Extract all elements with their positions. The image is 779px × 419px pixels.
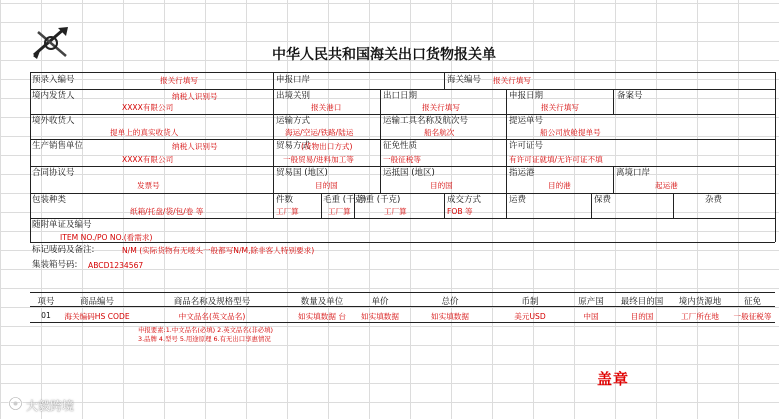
freight-label: 运费 [509,195,527,205]
producer-label: 生产销售单位 [32,141,84,151]
marks-label: 标记唛码及备注: [32,245,95,255]
brand-logo-icon [8,396,23,415]
exit-customs-value[interactable]: 报关港口 [311,103,342,112]
rule [591,193,592,218]
trade-mode-value[interactable]: 一般贸易/进料加工等 [283,155,354,164]
export-date-value[interactable]: 报关行填写 [422,103,460,112]
pre-entry-no-label: 预录入编号 [32,75,75,85]
declaration-elements-note: 申报要素:1.中文品名(必填) 2.英文品名(非必填) 3.品牌 4.型号 5.用途原理 6.有无出口享惠情况 [138,326,273,344]
net-weight-label: 净重 (千克) [357,195,401,205]
cell-col-source[interactable]: 工厂所在地 [681,312,719,321]
pieces-label: 件数 [276,195,294,205]
cell-col-origin[interactable]: 中国 [583,312,599,321]
exit-customs-label: 出境关别 [276,91,311,101]
trade-country-value[interactable]: 目的国 [315,181,338,190]
rule [30,139,775,140]
cell-col-hs-code[interactable]: 海关编码HS CODE [64,312,130,321]
transport-name-value[interactable]: 船名航次 [424,128,455,137]
package-value[interactable]: 纸箱/托盘/袋/包/卷 等 [130,207,204,216]
arrival-country-value[interactable]: 目的国 [430,181,453,190]
customs-no-label: 海关编号 [447,75,482,85]
tax-nature-value[interactable]: 一般征税等 [383,155,421,164]
record-no-label: 备案号 [617,91,643,101]
trade-mode-note: (货物出口方式) [301,142,353,151]
container-value[interactable]: ABCD1234567 [88,261,144,270]
export-port-label: 申报口岸 [276,75,311,85]
declare-date-label: 申报日期 [509,91,544,101]
overseas-consignee-value[interactable]: 提单上的真实收货人 [110,128,179,137]
rule [380,89,381,114]
license-value[interactable]: 有许可证就填/无许可证不填 [509,155,603,164]
watermark [8,396,74,415]
rule [30,89,775,90]
bl-no-value[interactable]: 船公司放舱提单号 [540,128,601,137]
pieces-value[interactable]: 工厂算 [276,207,299,216]
rule [444,72,445,89]
header-col-name-spec: 商品名称及规格型号 [173,297,251,307]
container-label: 集装箱号码: [32,260,78,270]
deal-mode-value[interactable]: FOB 等 [447,207,473,216]
gross-weight-label: 毛重 (千克) [323,195,367,205]
rule [30,322,775,323]
export-date-label: 出口日期 [383,91,418,101]
domestic-consignor-hint: 纳税人识别号 [172,92,218,101]
transport-mode-value[interactable]: 海运/空运/铁路/陆运 [285,128,354,137]
contract-label: 合同协议号 [32,168,75,178]
cell-col-currency[interactable]: 美元USD [514,312,546,321]
cell-col-qty-unit[interactable]: 如实填数据 台 [298,312,346,321]
header-col-item-no: 项号 [37,297,55,307]
header-col-unit-price: 单价 [371,297,389,307]
cell-col-item-no[interactable]: 01 [41,311,51,320]
rule [30,72,775,73]
departure-port-value[interactable]: 起运港 [655,181,678,190]
rule [673,193,674,218]
package-label: 包装种类 [32,195,67,205]
customs-no-value[interactable]: 报关行填写 [493,76,531,85]
rule [30,242,775,243]
rule [321,193,322,218]
license-label: 许可证号 [509,141,544,151]
pre-entry-no-value[interactable]: 报关行填写 [160,76,198,85]
rule [30,292,775,293]
rule [775,72,776,242]
gross-weight-value[interactable]: 工厂算 [328,207,351,216]
watermark-brand-text: 大毅跨境 [26,399,75,413]
cell-col-tax[interactable]: 一般征税等 [733,312,772,321]
arrival-country-label: 运抵国 (地区) [383,168,435,178]
header-col-origin: 原产国 [578,297,604,307]
marks-value[interactable]: N/M (实际货物有无唛头一般都写N/M,除非客人特别要求) [122,246,315,255]
cell-col-unit-price[interactable]: 如实填数据 [361,312,399,321]
trade-mode-label: 贸易方式 [276,141,311,151]
overseas-consignee-label: 境外收货人 [32,116,75,126]
domestic-consignor-value[interactable]: XXXX有限公司 [122,103,174,112]
rule [380,114,381,193]
cell-col-name-spec[interactable]: 中文品名(英文品名) [178,312,246,321]
customs-emblem-logo [28,24,74,60]
cell-col-dest-country[interactable]: 目的国 [630,312,654,321]
cell-col-total-price[interactable]: 如实填数据 [431,312,469,321]
tax-nature-label: 征免性质 [383,141,418,151]
header-col-hs-code: 商品编号 [79,297,114,307]
rule [506,89,507,218]
contract-value[interactable]: 发票号 [137,181,160,190]
rule [273,72,274,218]
trade-country-label: 贸易国 (地区) [276,168,328,178]
net-weight-value[interactable]: 工厂算 [384,207,407,216]
domestic-consignor-label: 境内发货人 [32,91,75,101]
header-col-tax: 征免 [743,297,761,307]
deal-mode-label: 成交方式 [447,195,482,205]
insurance-label: 保费 [594,195,612,205]
producer-value[interactable]: XXXX有限公司 [122,155,174,164]
producer-hint: 纳税人识别号 [172,142,218,151]
documents-value[interactable]: ITEM NO./PO NO.(看需求) [60,233,153,242]
header-col-qty-unit: 数量及单位 [300,297,344,307]
header-col-total-price: 总价 [441,297,459,307]
destination-port-value[interactable]: 目的港 [548,181,571,190]
transport-mode-label: 运输方式 [276,116,311,126]
header-col-currency: 币制 [521,297,539,307]
header-col-dest-country: 最终目的国 [620,297,664,307]
rule [613,166,614,193]
rule [30,114,775,115]
declare-date-value[interactable]: 报关行填写 [541,103,579,112]
rule [30,166,775,167]
rule [613,89,614,114]
rule [30,72,31,242]
document-title: 中华人民共和国海关出口货物报关单 [272,47,496,63]
stamp-label: 盖章 [597,370,630,388]
documents-label: 随附单证及编号 [32,220,92,230]
transport-name-label: 运输工具名称及航次号 [383,116,469,126]
misc-label: 杂费 [705,195,723,205]
rule [444,193,445,218]
departure-port-label: 离境口岸 [616,168,651,178]
header-col-source: 境内货源地 [678,297,722,307]
rule [30,193,775,194]
rule [30,218,775,219]
destination-port-label: 指运港 [509,168,535,178]
bl-no-label: 提运单号 [509,116,544,126]
